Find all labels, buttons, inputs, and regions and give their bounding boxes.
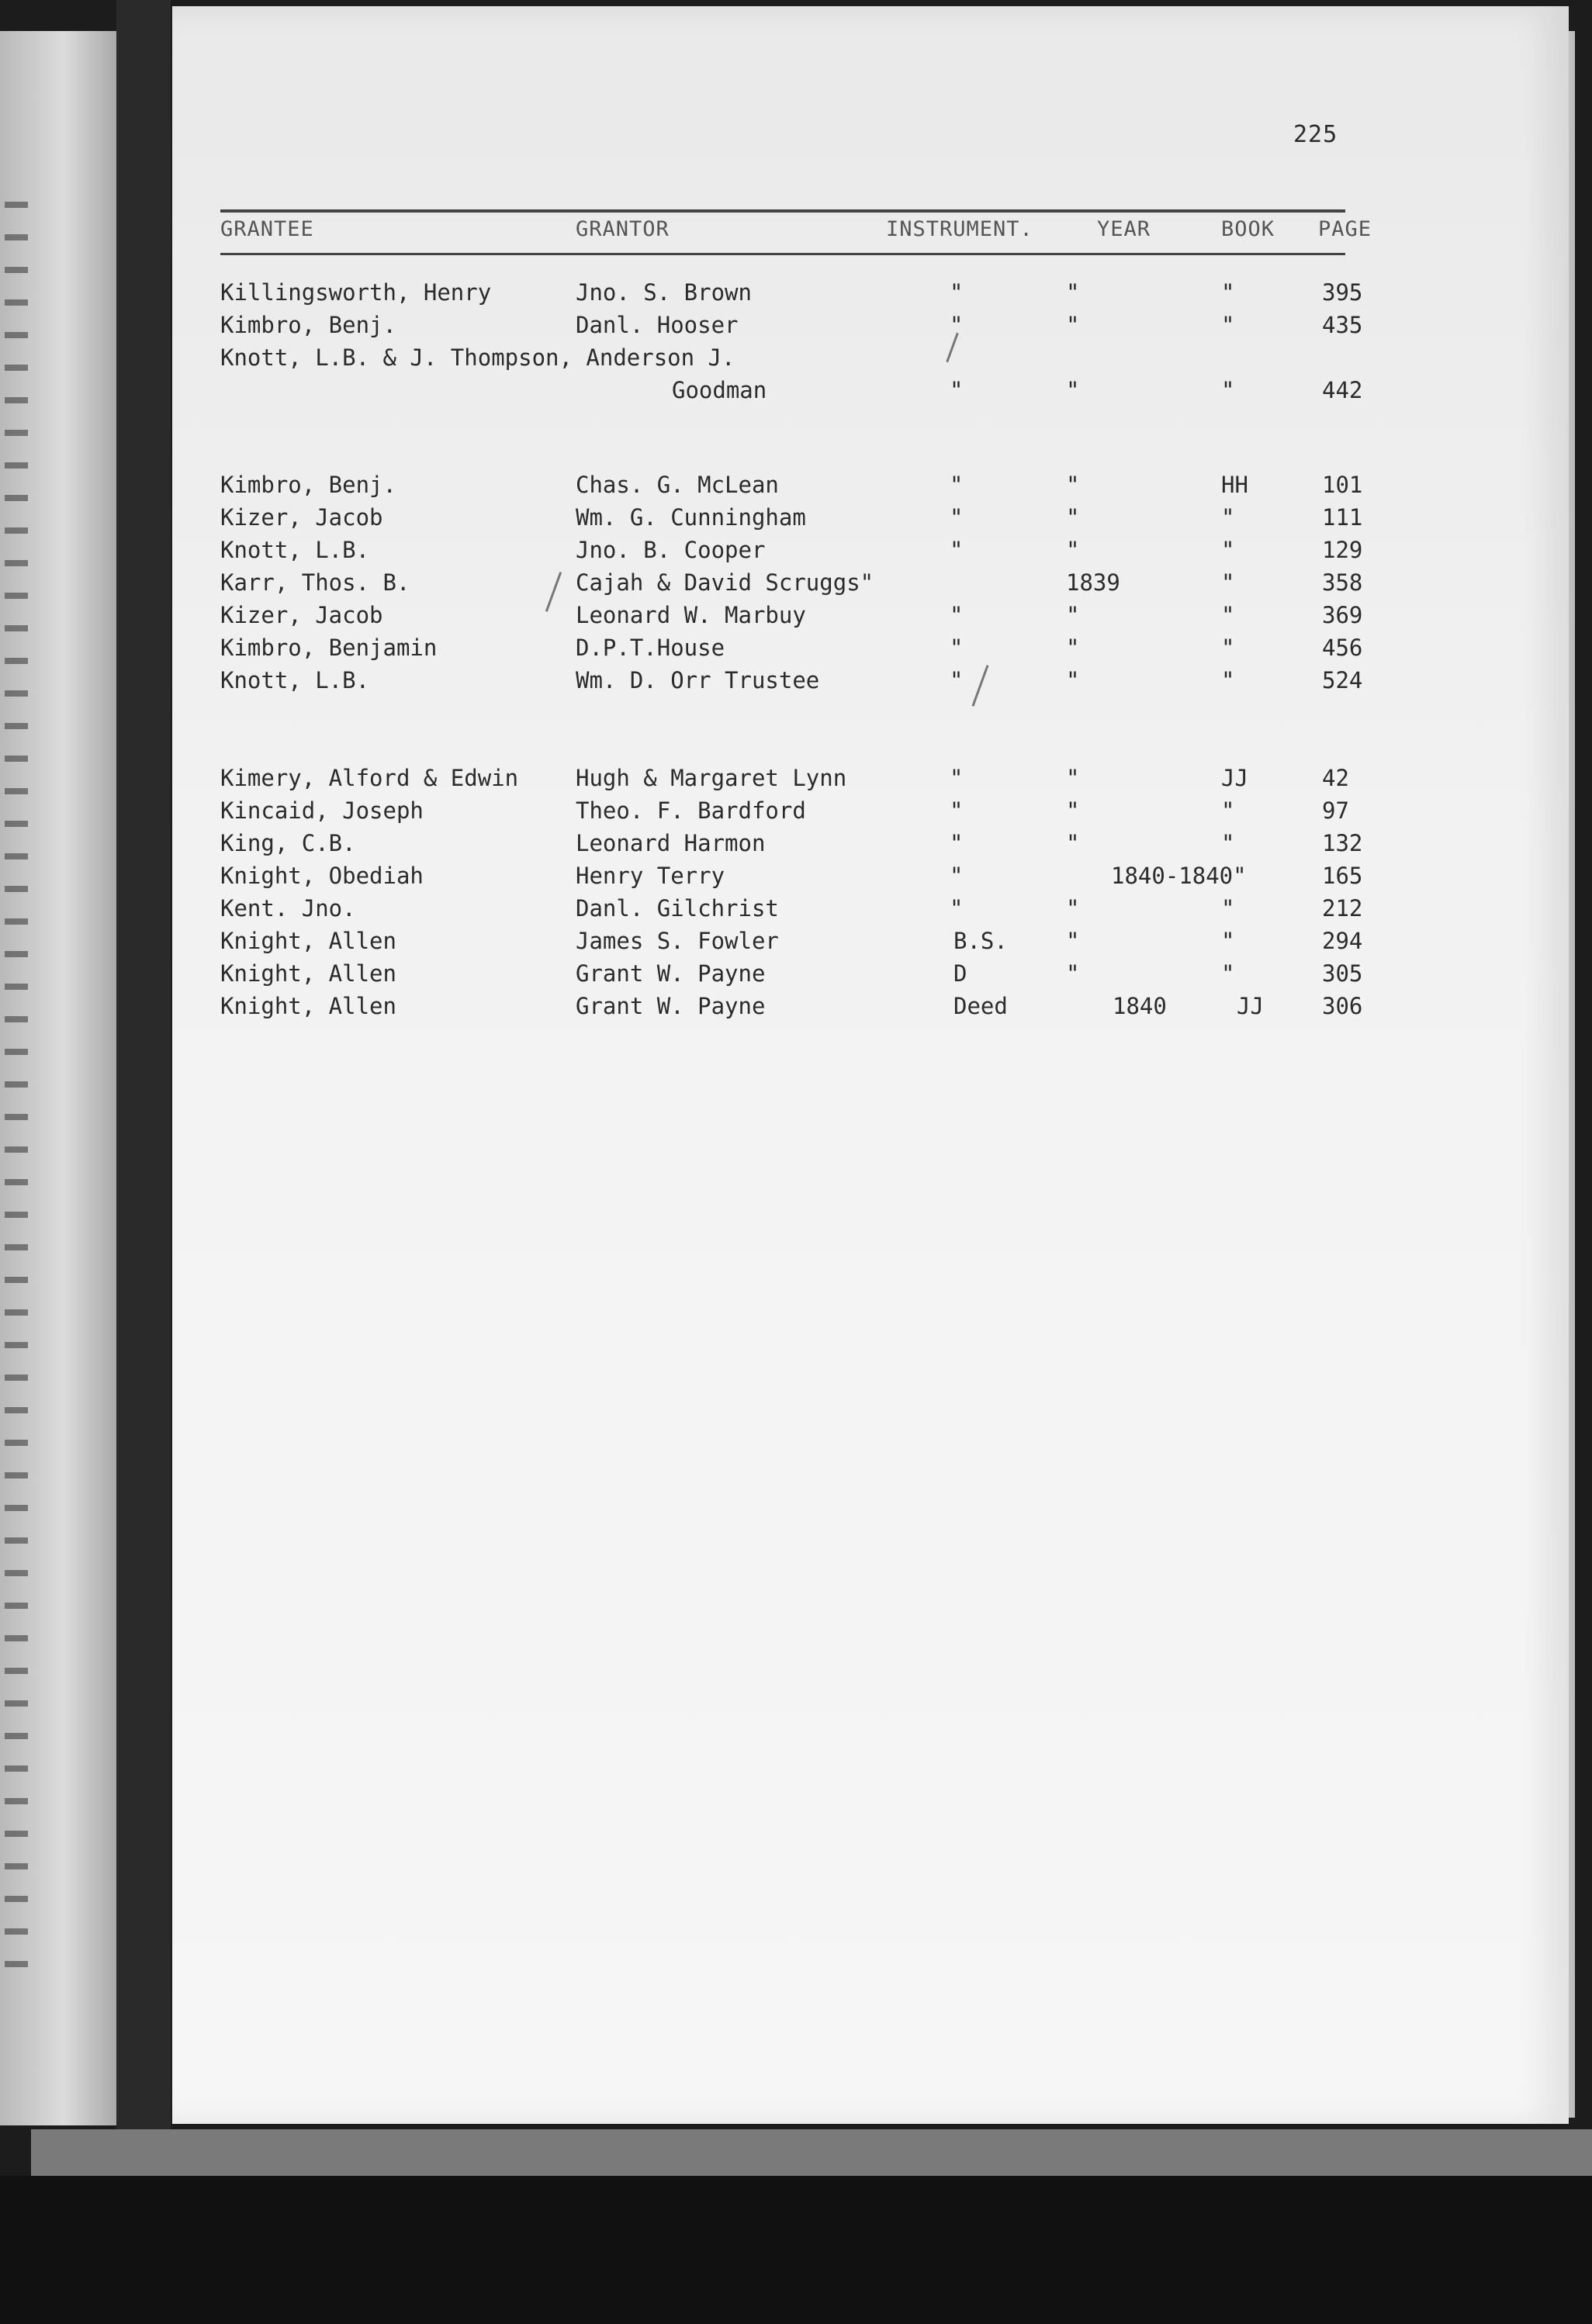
grantor: Danl. Gilchrist (576, 895, 779, 922)
page: 165 (1322, 863, 1363, 889)
header-instrument: INSTRUMENT. (886, 217, 1033, 241)
year: " (1066, 377, 1080, 403)
table-row (220, 344, 1384, 375)
document-page (172, 6, 1569, 2124)
grantee: Karr, Thos. B. (220, 569, 410, 596)
instrument: B.S. (953, 928, 1008, 954)
book: " (1221, 928, 1235, 954)
grantee: Knight, Allen (220, 928, 396, 954)
table-header (220, 209, 1372, 255)
grantee: Knott, L.B. (220, 537, 370, 563)
instrument: " (950, 863, 964, 889)
book: " (1221, 312, 1235, 338)
table-row (220, 765, 1384, 796)
page: 111 (1322, 504, 1363, 531)
table-row (220, 667, 1384, 698)
page: 101 (1322, 472, 1363, 498)
book: " (1221, 602, 1235, 628)
table-row (220, 279, 1384, 310)
grantor: Leonard W. Marbuy (576, 602, 806, 628)
instrument: " (950, 537, 964, 563)
instrument: " (950, 504, 964, 531)
book: " (1221, 797, 1235, 824)
year: " (1066, 279, 1080, 306)
grantor: Theo. F. Bardford (576, 797, 806, 824)
page: 456 (1322, 635, 1363, 661)
grantor: Hugh & Margaret Lynn (576, 765, 847, 791)
grantee: Kizer, Jacob (220, 602, 383, 628)
grantee: Knight, Obediah (220, 863, 424, 889)
grantee: Kincaid, Joseph (220, 797, 424, 824)
table-row (220, 928, 1384, 959)
book: " (1221, 377, 1235, 403)
grantee: King, C.B. (220, 830, 356, 856)
grantee: Kimbro, Benj. (220, 312, 396, 338)
book: " (1221, 830, 1235, 856)
instrument: D (953, 960, 967, 987)
page: 212 (1322, 895, 1363, 922)
grantor: Grant W. Payne (576, 993, 766, 1019)
table-row (220, 993, 1384, 1024)
scanner-background (0, 2176, 1592, 2324)
grantor: Grant W. Payne (576, 960, 766, 987)
page: 97 (1322, 797, 1349, 824)
grantor: Chas. G. McLean (576, 472, 779, 498)
header-year: YEAR (1097, 217, 1151, 241)
book: " (1221, 537, 1235, 563)
instrument: " (950, 279, 964, 306)
year: 1840 (1113, 993, 1167, 1019)
page: 129 (1322, 537, 1363, 563)
book: " (1221, 569, 1235, 596)
table-row (220, 635, 1384, 666)
instrument: " (950, 830, 964, 856)
grantor: D.P.T.House (576, 635, 725, 661)
year: " (1066, 635, 1080, 661)
grantor: Leonard Harmon (576, 830, 766, 856)
page: 442 (1322, 377, 1363, 403)
book: " (1221, 960, 1235, 987)
page: 42 (1322, 765, 1349, 791)
grantor: Wm. G. Cunningham (576, 504, 806, 531)
page: 132 (1322, 830, 1363, 856)
binder-bar (31, 2129, 1592, 2176)
book: JJ (1221, 765, 1248, 791)
instrument: " (950, 667, 964, 693)
page: 524 (1322, 667, 1363, 693)
table-row (220, 602, 1384, 633)
grantee: Knight, Allen (220, 993, 396, 1019)
header-book: BOOK (1221, 217, 1275, 241)
book: " (1221, 667, 1235, 693)
header-grantee: GRANTEE (220, 217, 314, 241)
instrument: Deed (953, 993, 1008, 1019)
grantor: Jno. B. Cooper (576, 537, 766, 563)
table-row (220, 960, 1384, 991)
instrument: " (950, 797, 964, 824)
grantee: Kimery, Alford & Edwin (220, 765, 519, 791)
year: " (1066, 667, 1080, 693)
adjacent-page (0, 31, 121, 2125)
grantee: Knight, Allen (220, 960, 396, 987)
page: 435 (1322, 312, 1363, 338)
table-row (220, 830, 1384, 861)
year: 1839 (1066, 569, 1120, 596)
grantee: Killingsworth, Henry (220, 279, 492, 306)
year: " (1066, 765, 1080, 791)
grantor: Cajah & David Scruggs" (576, 569, 874, 596)
grantor: Danl. Hooser (576, 312, 739, 338)
grantor: Henry Terry (576, 863, 725, 889)
grantee: Kimbro, Benjamin (220, 635, 438, 661)
page: 294 (1322, 928, 1363, 954)
grantee: Knott, L.B. & J. Thompson, Anderson J. (220, 344, 735, 371)
page: 305 (1322, 960, 1363, 987)
book: " (1221, 895, 1235, 922)
grantor: Goodman (672, 377, 767, 403)
instrument: " (950, 895, 964, 922)
grantor: Jno. S. Brown (576, 279, 752, 306)
page: 369 (1322, 602, 1363, 628)
year: " (1066, 537, 1080, 563)
table-row (220, 797, 1384, 828)
page-number: 225 (1293, 121, 1338, 148)
book: JJ (1237, 993, 1264, 1019)
grantee: Knott, L.B. (220, 667, 370, 693)
year: " (1066, 830, 1080, 856)
year: " (1066, 472, 1080, 498)
table-row (220, 472, 1384, 503)
table-row-continuation (220, 377, 1384, 408)
table-row (220, 863, 1384, 894)
table-row (220, 569, 1384, 600)
table-row (220, 504, 1384, 535)
year: " (1066, 504, 1080, 531)
grantee: Kent. Jno. (220, 895, 356, 922)
table-row (220, 537, 1384, 568)
book: " (1221, 279, 1235, 306)
book: HH (1221, 472, 1248, 498)
page: 306 (1322, 993, 1363, 1019)
grantor: James S. Fowler (576, 928, 779, 954)
page: 395 (1322, 279, 1363, 306)
instrument: " (950, 602, 964, 628)
instrument: " (950, 472, 964, 498)
year: 1840-1840" (1111, 863, 1247, 889)
table-row (220, 312, 1384, 343)
book: " (1221, 635, 1235, 661)
year: " (1066, 797, 1080, 824)
adjacent-page-text-edge (5, 202, 28, 1986)
year: " (1066, 602, 1080, 628)
page: 358 (1322, 569, 1363, 596)
year: " (1066, 960, 1080, 987)
instrument: " (950, 377, 964, 403)
binding-gutter (116, 0, 171, 2141)
header-grantor: GRANTOR (576, 217, 670, 241)
instrument: " (950, 312, 964, 338)
header-page: PAGE (1318, 217, 1372, 241)
grantor: Wm. D. Orr Trustee (576, 667, 820, 693)
book: " (1221, 504, 1235, 531)
year: " (1066, 895, 1080, 922)
year: " (1066, 312, 1080, 338)
instrument: " (950, 765, 964, 791)
grantee: Kizer, Jacob (220, 504, 383, 531)
year: " (1066, 928, 1080, 954)
instrument: " (950, 635, 964, 661)
table-row (220, 895, 1384, 926)
grantee: Kimbro, Benj. (220, 472, 396, 498)
